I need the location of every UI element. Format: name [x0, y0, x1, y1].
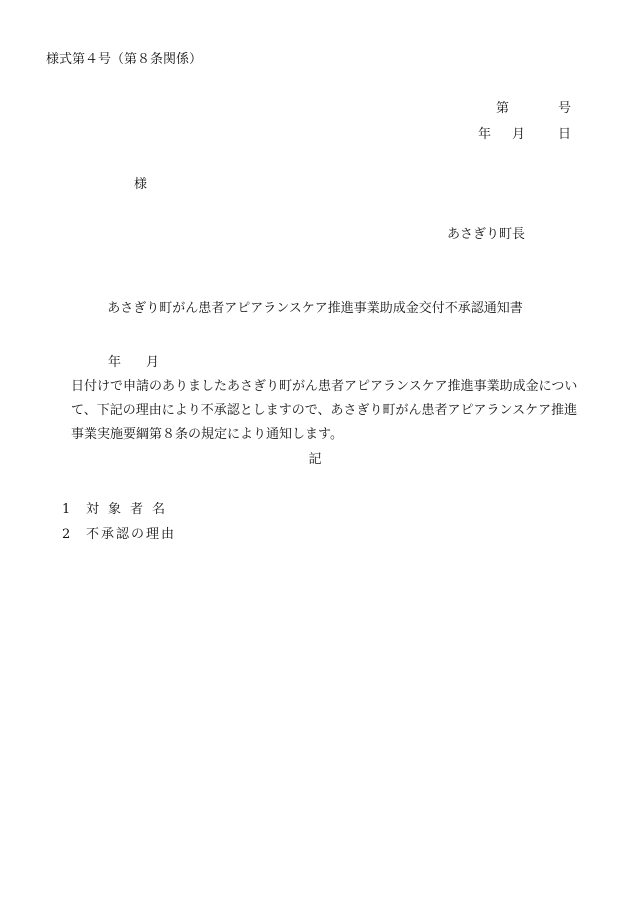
form-number-label: 様式第４号（第８条関係） — [46, 52, 203, 67]
body-paragraph — [46, 351, 588, 447]
list-item-label: 対象者名 — [86, 502, 175, 517]
body-month: 月 — [146, 355, 160, 370]
document-number-suffix: 号 — [558, 101, 572, 116]
date-day-label: 日 — [558, 127, 572, 142]
list-item — [62, 502, 174, 518]
list-item-number: 2 — [62, 527, 71, 542]
addressee-honorific: 様 — [134, 177, 148, 192]
date-month-label: 月 — [512, 127, 526, 142]
body-year: 年 — [108, 355, 122, 370]
body-text: 日付けで申請のありましたあさぎり町がん患者アピアランスケア推進事業助成金について、下記の理由により不承認としますので、あさぎり町がん患者アピアランスケア推進事業実施要綱第８条の規定により通知します。 — [71, 379, 578, 442]
document-number-prefix: 第 — [496, 101, 510, 116]
list-item-number: 1 — [62, 502, 71, 517]
ki-heading: 記 — [308, 452, 322, 467]
list-item — [62, 527, 176, 543]
list-item-label: 不承認の理由 — [86, 527, 177, 542]
date-year-label: 年 — [478, 127, 492, 142]
sender-name: あさぎり町長 — [447, 227, 526, 242]
document-title: あさぎり町がん患者アピアランスケア推進事業助成金交付不承認通知書 — [107, 301, 523, 316]
